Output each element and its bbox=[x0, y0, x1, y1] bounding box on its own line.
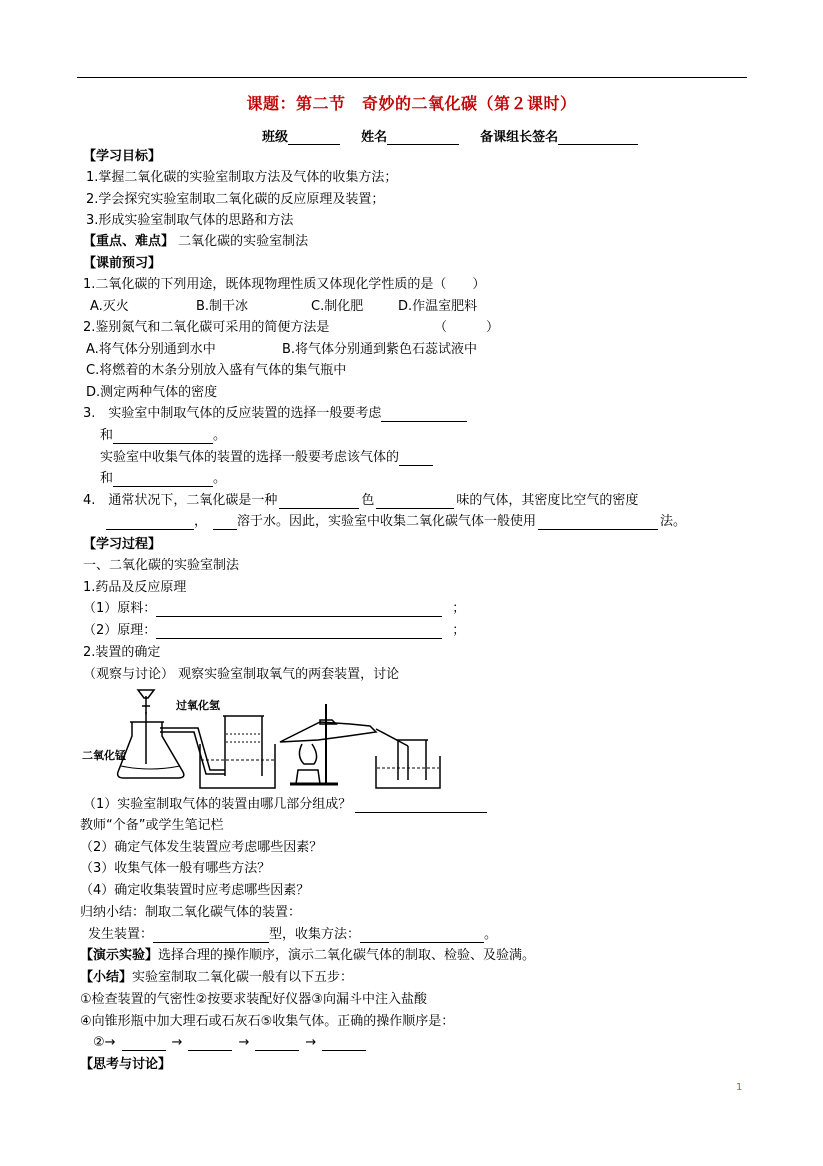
q3-and-2: 和 bbox=[100, 471, 114, 486]
goal-1: 1.掌握二氧化碳的实验室制取方法及气体的收集方法； bbox=[86, 170, 398, 185]
demo-line bbox=[80, 948, 535, 964]
summary-steps-line bbox=[80, 970, 353, 986]
q2-option-c: C.将燃着的木条分别放入盛有气体的集气瓶中 bbox=[86, 363, 347, 378]
demo-text: 选择合理的操作顺序，演示二氧化碳气体的制取、检验、及验满。 bbox=[158, 948, 536, 963]
label-h2o2: 过氧化氢 bbox=[176, 699, 220, 712]
q4-blank-color[interactable] bbox=[279, 495, 359, 509]
question-4-line-1 bbox=[83, 493, 638, 509]
name-label: 姓名 bbox=[361, 130, 388, 145]
order-blank-4[interactable] bbox=[322, 1037, 366, 1051]
raw-semicolon: ； bbox=[452, 601, 466, 616]
q4-blank-smell[interactable] bbox=[376, 495, 454, 509]
section-2-title: 2.装置的确定 bbox=[83, 645, 161, 660]
section-1-1-title: 1.药品及反应原理 bbox=[83, 580, 187, 595]
order-arrow-1: → bbox=[171, 1035, 183, 1050]
discussion-1-blank[interactable] bbox=[355, 799, 487, 813]
generator-label: 发生装置： bbox=[88, 927, 154, 942]
key-points-line bbox=[83, 234, 308, 250]
steps-line-2: ④向锥形瓶中加大理石或石灰石⑤收集气体。正确的操作顺序是： bbox=[80, 1014, 455, 1029]
order-line bbox=[93, 1035, 372, 1051]
q2-option-d: D.测定两种气体的密度 bbox=[86, 385, 218, 400]
q1-option-a: A.灭火 bbox=[90, 299, 129, 314]
apparatus-figure bbox=[80, 684, 445, 796]
q4-blank-solubility[interactable] bbox=[213, 516, 237, 530]
order-blank-3[interactable] bbox=[255, 1037, 299, 1051]
class-blank[interactable] bbox=[288, 130, 340, 145]
q2-answer-paren: （ ） bbox=[434, 320, 500, 335]
key-heading: 【重点、难点】 bbox=[83, 234, 175, 249]
type-label: 型，收集方法： bbox=[269, 927, 361, 942]
q1-option-c: C.制化肥 bbox=[311, 299, 364, 314]
q3-blank-4[interactable] bbox=[113, 473, 213, 487]
demo-heading: 【演示实验】 bbox=[80, 948, 159, 963]
q4-text-2: 色 bbox=[361, 493, 375, 508]
raw-blank[interactable] bbox=[156, 603, 442, 617]
collection-blank[interactable] bbox=[360, 929, 484, 943]
steps-line-1: ①检查装置的气密性②按要求装配好仪器③向漏斗中注入盐酸 bbox=[80, 992, 427, 1007]
q3-text-b: 实验室中收集气体的装置的选择一般要考虑该气体的 bbox=[100, 450, 400, 465]
preview-heading: 【课前预习】 bbox=[83, 256, 162, 271]
summary-heading: 【小结】 bbox=[80, 970, 133, 985]
discussion-1-text: （1）实验室制取气体的装置由哪几部分组成？ bbox=[83, 797, 352, 812]
q3-line-2 bbox=[100, 428, 226, 444]
q1-option-b: B.制干冰 bbox=[196, 299, 249, 314]
process-heading: 【学习过程】 bbox=[83, 537, 162, 552]
class-label: 班级 bbox=[262, 130, 289, 145]
principle-line bbox=[83, 623, 465, 639]
principle-label: （2）原理： bbox=[83, 623, 157, 638]
discussion-3: （3）收集气体一般有哪些方法？ bbox=[80, 861, 271, 876]
order-blank-2[interactable] bbox=[188, 1037, 232, 1051]
q1-option-d: D.作温室肥料 bbox=[398, 299, 478, 314]
q4-text-6: 法。 bbox=[660, 514, 687, 529]
q4-text-1: 4. 通常状况下，二氧化碳是一种 bbox=[83, 493, 278, 508]
q4-text-3: 味的气体，其密度比空气的密度 bbox=[456, 493, 639, 508]
think-heading: 【思考与讨论】 bbox=[80, 1057, 172, 1072]
q2-option-b: B.将气体分别通到紫色石蕊试液中 bbox=[282, 342, 478, 357]
q4-blank-density[interactable] bbox=[106, 516, 194, 530]
order-arrow-2: → bbox=[238, 1035, 250, 1050]
q3-blank-2[interactable] bbox=[113, 430, 213, 444]
q3-and-1: 和 bbox=[100, 428, 114, 443]
q3-blank-3[interactable] bbox=[399, 452, 433, 466]
discussion-1 bbox=[83, 797, 487, 813]
goal-2: 2.学会探究实验室制取二氧化碳的反应原理及装置； bbox=[86, 192, 385, 207]
principle-semicolon: ； bbox=[452, 623, 466, 638]
page-title: 课题：第二节 奇妙的二氧化碳（第２课时） bbox=[246, 94, 577, 113]
question-4-line-2 bbox=[106, 514, 686, 530]
question-1: 1.二氧化碳的下列用途，既体现物理性质又体现化学性质的是（ ） bbox=[83, 277, 486, 292]
order-arrow-3: → bbox=[305, 1035, 317, 1050]
raw-label: （1）原料： bbox=[83, 601, 157, 616]
q3-period-2: 。 bbox=[213, 471, 227, 486]
sign-blank[interactable] bbox=[558, 130, 638, 145]
goal-heading: 【学习目标】 bbox=[83, 149, 162, 164]
page-number: 1 bbox=[736, 1082, 743, 1093]
header-rule bbox=[77, 77, 747, 78]
key-text: 二氧化碳的实验室制法 bbox=[174, 234, 309, 249]
q2-option-a: A.将气体分别通到水中 bbox=[86, 342, 216, 357]
question-2: 2.鉴别氮气和二氧化碳可采用的简便方法是 bbox=[83, 320, 330, 335]
discussion-2: （2）确定气体发生装置应考虑哪些因素？ bbox=[80, 840, 323, 855]
question-3 bbox=[83, 406, 467, 422]
name-blank[interactable] bbox=[387, 130, 459, 145]
raw-material-line bbox=[83, 601, 465, 617]
q4-text-5: 溶于水。因此，实验室中收集二氧化碳气体一般使用 bbox=[237, 514, 537, 529]
device-summary-line: 发生装置： 型，收集方法： 。 bbox=[88, 927, 498, 942]
q4-blank-method[interactable] bbox=[538, 516, 658, 530]
summary-line: 归纳小结：制取二氧化碳气体的装置： bbox=[80, 905, 302, 920]
student-info-row bbox=[262, 126, 638, 145]
q3-line-4 bbox=[100, 471, 226, 487]
goal-3: 3.形成实验室制取气体的思路和方法 bbox=[86, 213, 294, 228]
q3-period-1: 。 bbox=[213, 428, 227, 443]
q3-line-3 bbox=[100, 450, 433, 466]
principle-blank[interactable] bbox=[156, 625, 442, 639]
q3-blank-1[interactable] bbox=[381, 408, 467, 422]
sign-label: 备课组长签名 bbox=[480, 130, 559, 145]
label-mno2: 二氧化锰 bbox=[82, 749, 126, 762]
summary-text: 实验室制取二氧化碳一般有以下五步： bbox=[132, 970, 354, 985]
observe-discuss: （观察与讨论） 观察实验室制取氧气的两套装置，讨论 bbox=[83, 667, 400, 682]
q3-text: 3. 实验室中制取气体的反应装置的选择一般要考虑 bbox=[83, 406, 382, 421]
teacher-note: 教师“个备”或学生笔记栏 bbox=[80, 818, 224, 833]
order-blank-1[interactable] bbox=[122, 1037, 166, 1051]
section-1-title: 一、二氧化碳的实验室制法 bbox=[83, 558, 240, 573]
discussion-4: （4）确定收集装置时应考虑哪些因素？ bbox=[80, 883, 310, 898]
generator-blank[interactable] bbox=[153, 929, 269, 943]
order-start: ②→ bbox=[93, 1035, 116, 1050]
q4-text-4: ， bbox=[194, 514, 208, 529]
